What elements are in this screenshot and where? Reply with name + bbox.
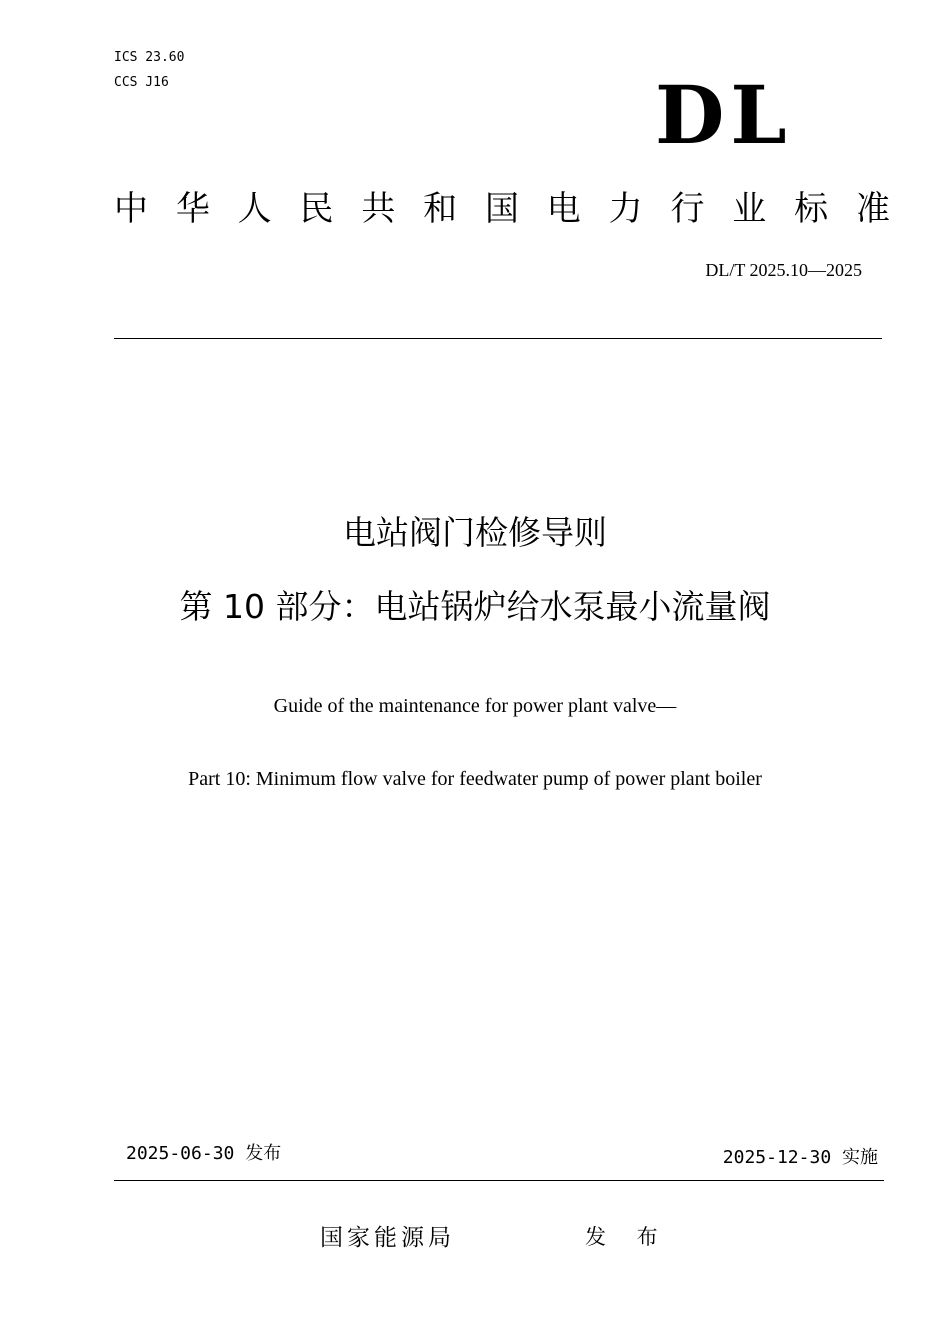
top-divider — [114, 338, 882, 339]
standard-type-char: 力 — [608, 189, 643, 229]
issuer-name: 国家能源局 — [320, 1225, 455, 1251]
title-chinese-line-1: 电站阀门检修导则 — [343, 513, 607, 552]
standard-number: DL/T 2025.10—2025 — [705, 260, 862, 280]
implementation-date: 2025-12-30 实施 — [722, 1147, 878, 1168]
standard-type-char: 电 — [546, 189, 581, 229]
title-english-line-1: Guide of the maintenance for power plant valve— — [273, 695, 677, 717]
standard-type-char: 中 — [114, 189, 148, 229]
ccs-code: CCS J16 — [114, 75, 169, 90]
standard-type-char: 业 — [732, 189, 767, 229]
standard-type-char: 国 — [484, 189, 519, 229]
standard-type-char: 标 — [794, 189, 829, 229]
standard-type-char: 和 — [423, 189, 458, 229]
standard-type-char: 行 — [670, 189, 705, 229]
issue-date: 2025-06-30 发布 — [126, 1143, 282, 1164]
standard-type-char: 共 — [361, 189, 396, 229]
standard-type-heading — [114, 182, 890, 236]
ics-code: ICS 23.60 — [114, 50, 185, 65]
standard-type-char: 民 — [299, 189, 334, 229]
dl-logo: DL — [655, 68, 793, 162]
title-english-line-2: Part 10: Minimum flow valve for feedwater pump of power plant boiler — [188, 768, 762, 790]
standard-type-char: 准 — [855, 189, 890, 229]
standard-type-char: 人 — [237, 189, 272, 229]
bottom-divider — [114, 1180, 884, 1181]
standard-type-char: 华 — [175, 189, 210, 229]
title-chinese-line-2: 第 10 部分：电站锅炉给水泵最小流量阀 — [179, 587, 771, 626]
publish-label: 发 布 — [585, 1225, 670, 1249]
